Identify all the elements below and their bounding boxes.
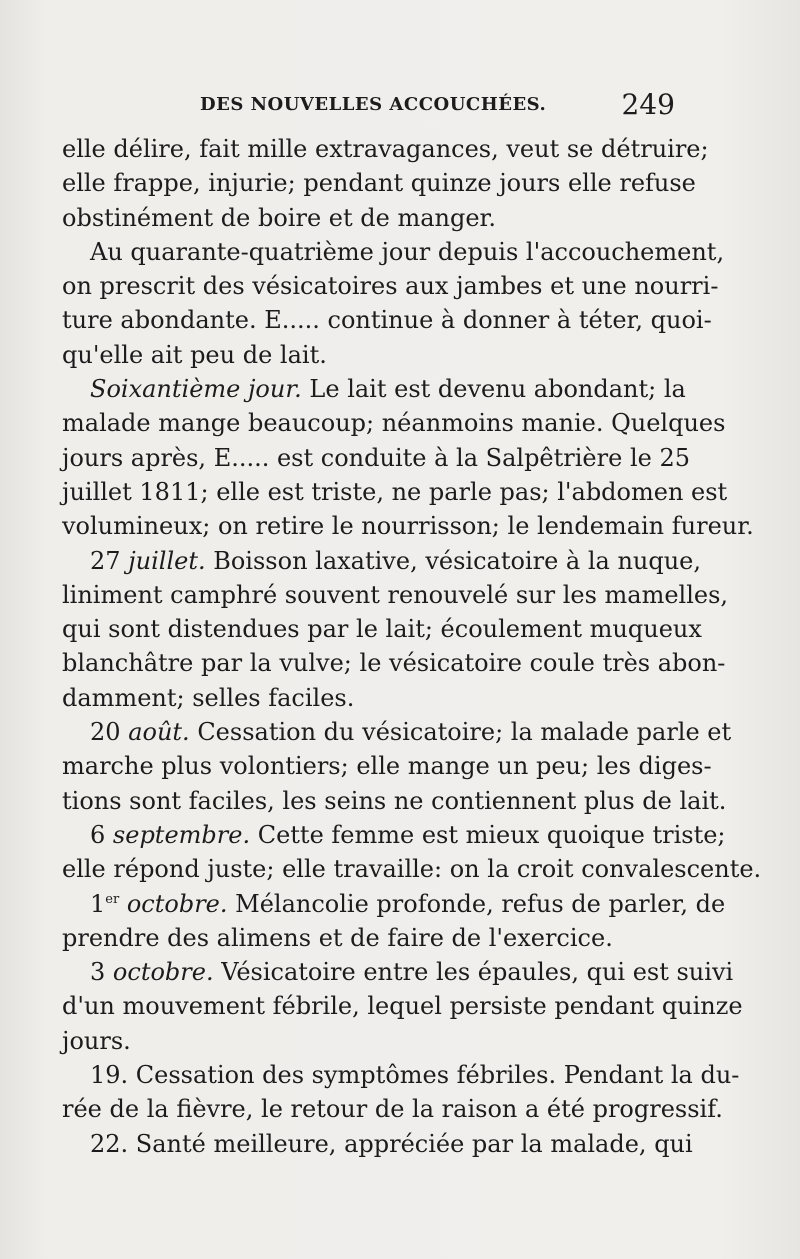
text-line — [62, 1058, 740, 1092]
text-line — [62, 681, 678, 715]
text-line — [62, 749, 712, 783]
date-number: 3 — [90, 958, 106, 987]
text-line — [62, 784, 727, 818]
line-text: elle répond juste; elle travaille: on la croit convalescente. — [62, 855, 762, 884]
date-number: 19. — [90, 1061, 129, 1090]
italic-lead: septembre. — [112, 820, 251, 849]
page-header — [200, 88, 675, 128]
line-text: liniment camphré souvent renouvelé sur les mamelles, — [62, 580, 729, 609]
line-text: Cessation du vésicatoire; la malade parle et — [189, 718, 732, 747]
text-line — [62, 612, 702, 646]
text-line — [62, 406, 726, 440]
text-line — [62, 921, 678, 955]
body-text — [62, 132, 762, 1161]
text-line — [62, 715, 732, 749]
line-text: elle frappe, injurie; pendant quinze jours elle refuse — [62, 169, 696, 198]
text-line — [62, 201, 678, 235]
page-number: 249 — [621, 88, 675, 121]
line-text: jours. — [62, 1026, 131, 1055]
text-line — [62, 646, 726, 680]
line-text: Boisson laxative, vésicatoire à la nuque, — [205, 546, 702, 575]
line-text: tions sont faciles, les seins ne contiennent plus de lait. — [62, 786, 727, 815]
italic-lead: octobre. — [112, 958, 214, 987]
line-text: marche plus volontiers; elle mange un peu; les diges- — [62, 752, 712, 781]
line-text: Cessation des symptômes fébriles. Pendant la du- — [128, 1061, 740, 1090]
text-line — [62, 544, 702, 578]
text-line — [62, 132, 709, 166]
date-number: 1 — [90, 889, 106, 918]
text-line — [62, 578, 729, 612]
text-line — [62, 235, 725, 269]
date-number: 27 — [90, 546, 121, 575]
text-line — [62, 1024, 678, 1058]
date-number: 6 — [90, 820, 106, 849]
italic-lead: août. — [128, 718, 190, 747]
ordinal-suffix: er — [105, 891, 120, 907]
line-text: blanchâtre par la vulve; le vésicatoire coule très abon- — [62, 649, 726, 678]
text-line — [62, 475, 728, 509]
text-line — [62, 303, 712, 337]
line-text: on prescrit des vésicatoires aux jambes et une nourri- — [62, 272, 719, 301]
running-head: DES NOUVELLES ACCOUCHÉES. — [200, 94, 547, 115]
line-text: juillet 1811; elle est triste, ne parle pas; l'abdomen est — [62, 477, 728, 506]
italic-lead: octobre. — [126, 889, 228, 918]
line-text: d'un mouvement fébrile, lequel persiste pendant quinze — [62, 992, 743, 1021]
text-line — [62, 1092, 723, 1126]
line-text: Santé meilleure, appréciée par la malade, qui — [128, 1129, 693, 1158]
line-text: ture abondante. E..... continue à donner à téter, quoi- — [62, 306, 712, 335]
text-line — [62, 852, 762, 886]
line-text: jours après, E..... est conduite à la Salpêtrière le 25 — [62, 443, 690, 472]
text-line — [62, 166, 696, 200]
text-line — [62, 509, 754, 543]
italic-lead: juillet. — [128, 546, 206, 575]
line-text: Cette femme est mieux quoique triste; — [250, 820, 726, 849]
text-line — [62, 989, 743, 1023]
text-line — [62, 955, 734, 989]
line-text: volumineux; on retire le nourrisson; le lendemain fureur. — [62, 512, 754, 541]
line-text: Le lait est devenu abondant; la — [301, 375, 686, 404]
italic-lead: Soixantième jour. — [90, 375, 302, 404]
date-number: 22. — [90, 1129, 129, 1158]
line-text: obstinément de boire et de manger. — [62, 203, 497, 232]
line-text: damment; selles faciles. — [62, 683, 355, 712]
line-text: malade mange beaucoup; néanmoins manie. Quelques — [62, 409, 726, 438]
line-text: Mélancolie profonde, refus de parler, de — [227, 889, 726, 918]
text-line — [62, 372, 686, 406]
text-line — [62, 338, 678, 372]
line-text: Au quarante-quatrième jour depuis l'accouchement, — [90, 237, 725, 266]
line-text: Vésicatoire entre les épaules, qui est suivi — [213, 958, 734, 987]
line-text: elle délire, fait mille extravagances, veut se détruire; — [62, 135, 709, 163]
text-line — [62, 441, 690, 475]
text-line — [62, 1127, 693, 1161]
line-text: qu'elle ait peu de lait. — [62, 340, 327, 369]
date-number: 20 — [90, 718, 121, 747]
text-line — [62, 818, 726, 852]
line-text: prendre des alimens et de faire de l'exercice. — [62, 923, 613, 952]
text-line — [62, 269, 719, 303]
text-line — [62, 887, 726, 921]
line-text: rée de la fièvre, le retour de la raison a été progressif. — [62, 1095, 723, 1124]
line-text: qui sont distendues par le lait; écoulement muqueux — [62, 615, 702, 644]
